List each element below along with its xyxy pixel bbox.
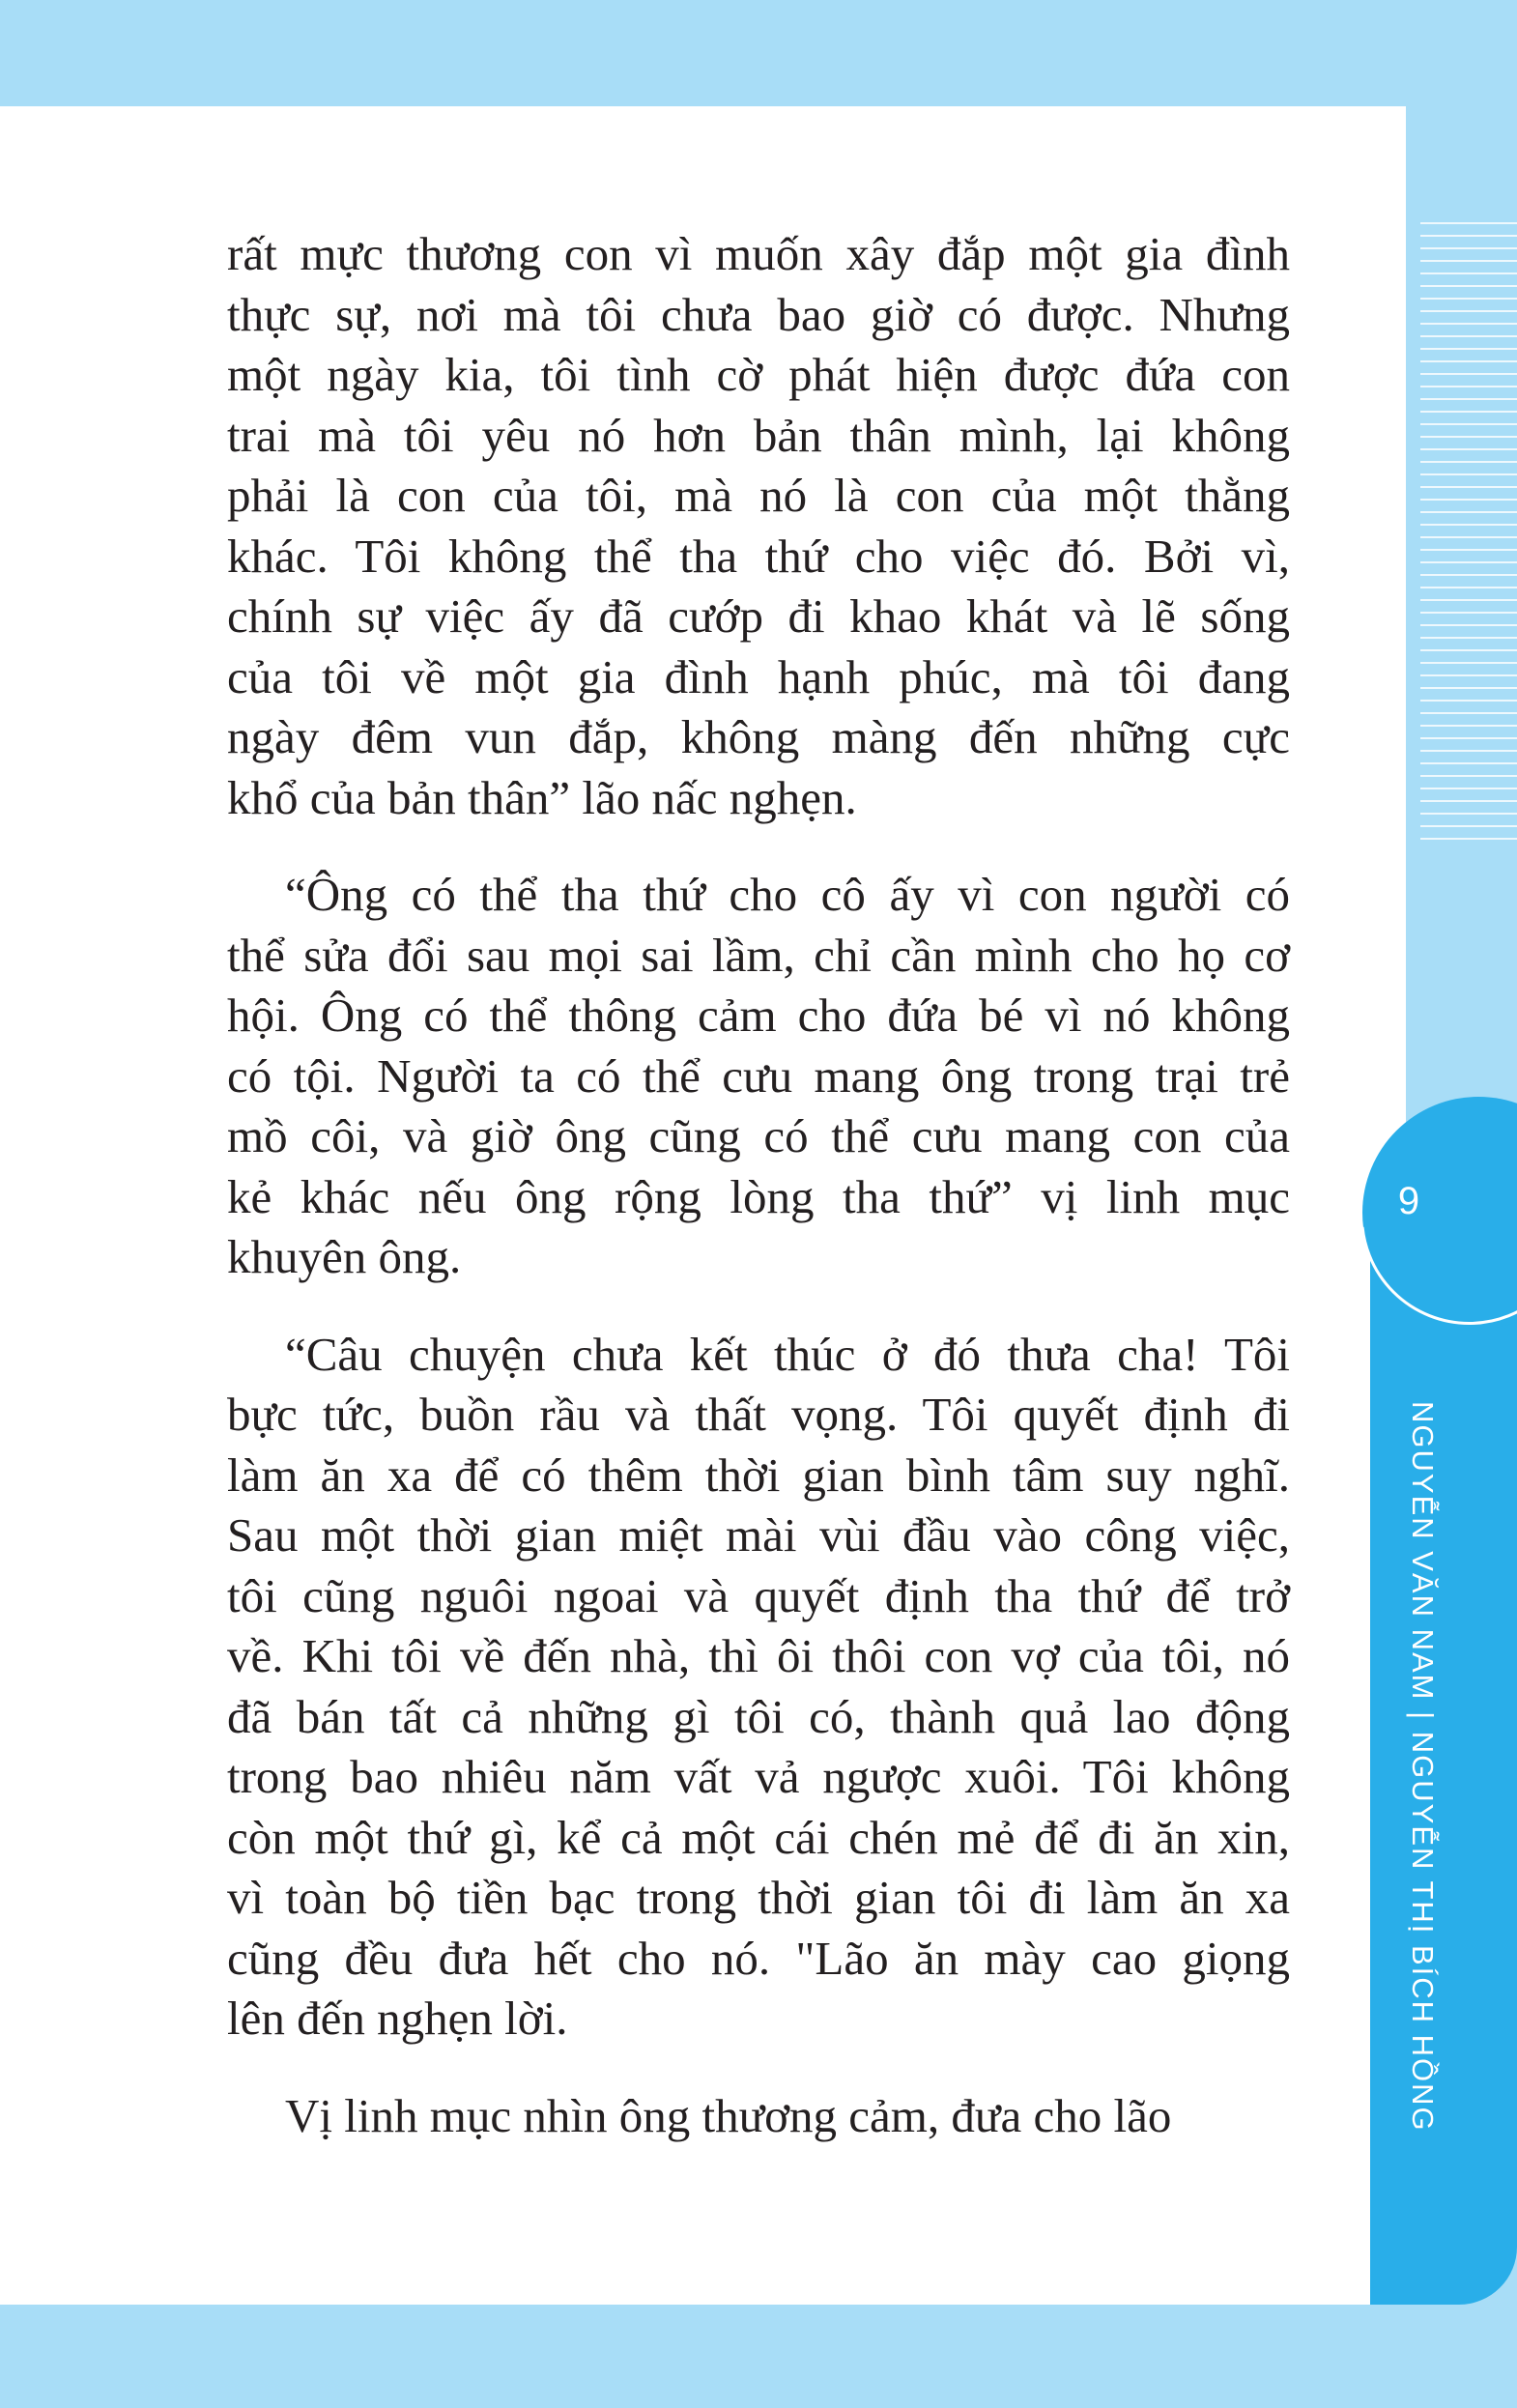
top-border-band — [0, 0, 1517, 106]
text-line: phải là con của tôi, mà nó là con của một thằng — [227, 469, 1290, 522]
text-line: Vị linh mục nhìn ông thương cảm, đưa cho lão — [285, 2088, 1172, 2142]
paragraph — [227, 2086, 1290, 2147]
text-line: hội. Ông có thể thông cảm cho đứa bé vì nó không — [227, 989, 1290, 1042]
text-line: về. Khi tôi về đến nhà, thì ôi thôi con vợ của tôi, nó — [227, 1629, 1290, 1682]
text-line: một ngày kia, tôi tình cờ phát hiện được đứa con — [227, 348, 1290, 401]
text-line: có tội. Người ta có thể cưu mang ông trong trại trẻ — [227, 1048, 1290, 1103]
text-line: lên đến nghẹn lời. — [227, 1992, 568, 2045]
text-line: còn một thứ gì, kể cả một cái chén mẻ để đi ăn xin, — [227, 1810, 1290, 1864]
text-line: khác. Tôi không thể tha thứ cho việc đó. Bởi vì, — [227, 529, 1290, 583]
text-line: “Câu chuyện chưa kết thúc ở đó thưa cha! Tôi — [285, 1327, 1290, 1381]
text-line: bực tức, buồn rầu và thất vọng. Tôi quyết định đi — [227, 1388, 1290, 1441]
text-line: đã bán tất cả những gì tôi có, thành quả lao động — [227, 1689, 1290, 1743]
text-line: khổ của bản thân” lão nấc nghẹn. — [227, 770, 857, 824]
text-line: khuyên ông. — [227, 1230, 462, 1283]
text-line: tôi cũng nguôi ngoai và quyết định tha thứ để trở — [227, 1568, 1290, 1622]
text-line: “Ông có thể tha thứ cho cô ấy vì con người có — [285, 868, 1290, 921]
text-line: trai mà tôi yêu nó hơn bản thân mình, lại không — [227, 408, 1290, 462]
text-line: ngày đêm vun đắp, không màng đến những cực — [227, 710, 1290, 763]
text-line: rất mực thương con vì muốn xây đắp một gia đình — [227, 227, 1290, 280]
text-line: kẻ khác nếu ông rộng lòng tha thứ” vị linh mục — [227, 1169, 1290, 1223]
text-line: thực sự, nơi mà tôi chưa bao giờ có được. Nhưng — [227, 287, 1290, 341]
text-line: của tôi về một gia đình hạnh phúc, mà tôi đang — [227, 649, 1290, 703]
paragraph — [227, 1325, 1290, 2050]
text-line: Sau một thời gian miệt mài vùi đầu vào công việc, — [227, 1508, 1290, 1562]
text-line: mồ côi, và giờ ông cũng có thể cưu mang con của — [227, 1109, 1290, 1162]
text-line: cũng đều đưa hết cho nó. "Lão ăn mày cao giọng — [227, 1931, 1290, 1985]
running-author: NGUYỄN VĂN NAM | NGUYỄN THỊ BÍCH HỒNG — [1406, 1401, 1440, 2133]
bottom-border-band — [0, 2305, 1517, 2408]
page-number: 9 — [1397, 1180, 1420, 1222]
body-text — [227, 224, 1290, 2146]
text-line: làm ăn xa để có thêm thời gian bình tâm suy nghĩ. — [227, 1448, 1290, 1502]
ruler-lines-decoration — [1420, 222, 1517, 841]
paragraph — [227, 865, 1290, 1288]
paragraph — [227, 224, 1290, 828]
text-line: trong bao nhiêu năm vất vả ngược xuôi. Tôi không — [227, 1750, 1290, 1803]
text-line: chính sự việc ấy đã cướp đi khao khát và lẽ sống — [227, 589, 1290, 643]
text-line: thể sửa đổi sau mọi sai lầm, chỉ cần mình cho họ cơ — [227, 928, 1290, 982]
text-line: vì toàn bộ tiền bạc trong thời gian tôi đi làm ăn xa — [227, 1871, 1290, 1924]
